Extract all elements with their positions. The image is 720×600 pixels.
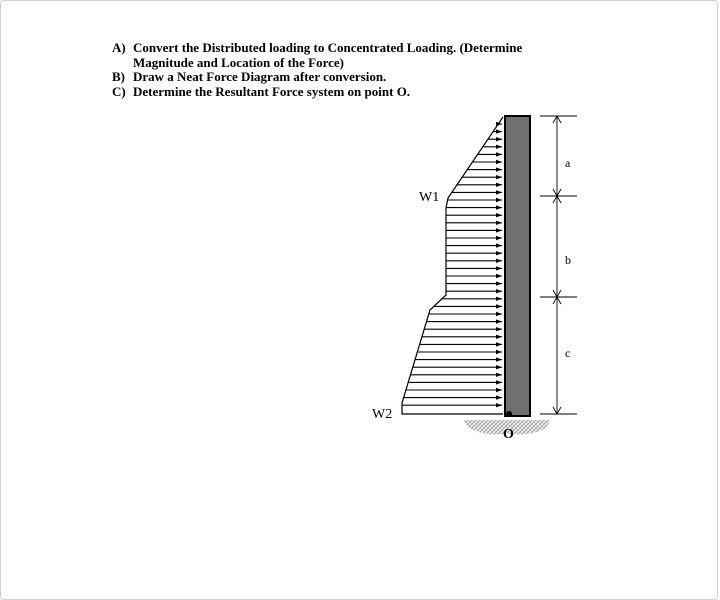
question-a-letter: A) [112, 40, 126, 55]
question-c-letter: C) [112, 83, 126, 99]
load-arrows [402, 124, 502, 405]
question-c-text: Determine the Resultant Force system on point O. [133, 83, 411, 99]
point-o-label: O [503, 427, 514, 442]
dimension-lines [540, 116, 577, 414]
question-b-letter: B) [112, 69, 125, 84]
load-label-w2: W2 [372, 407, 393, 422]
dimension-label-a: a [565, 156, 571, 170]
dimension-label-b: b [565, 253, 571, 267]
point-o-marker [506, 411, 512, 417]
load-label-w1: W1 [419, 190, 440, 205]
beam [505, 116, 530, 416]
question-a-text: Convert the Distributed loading to Concentrated Loading. (Determine Magnitude and Location of the Force) [133, 40, 523, 70]
question-b-text: Draw a Neat Force Diagram after conversion. [133, 69, 387, 84]
dimension-label-c: c [565, 346, 571, 360]
